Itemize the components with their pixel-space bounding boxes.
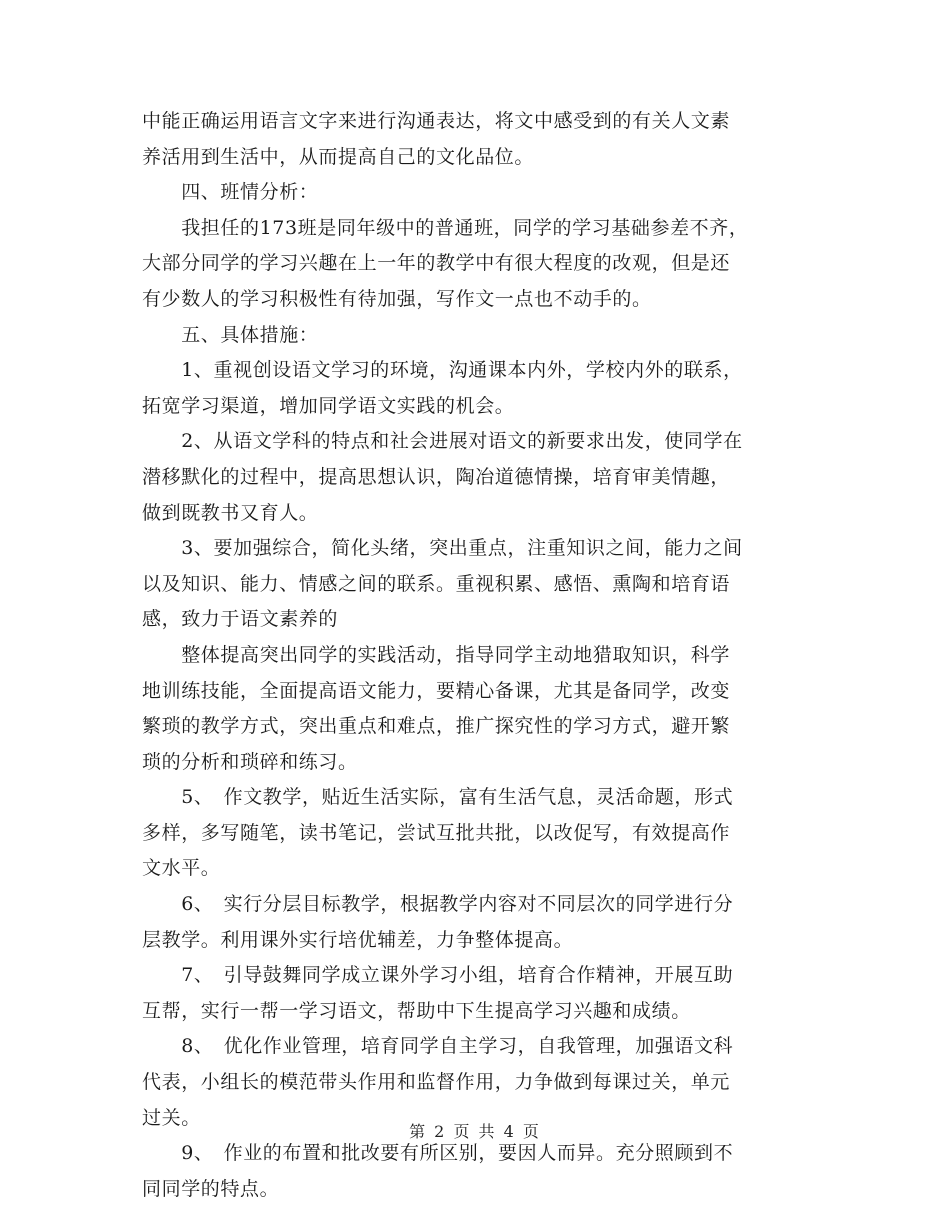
text-line: 感，致力于语文素养的 [142,608,339,631]
text-line: 以及知识、能力、情感之间的联系。重视积累、感悟、熏陶和培育语 [142,572,731,595]
text-line: 代表，小组长的模范带头作用和监督作用，力争做到每课过关，单元 [142,1071,731,1094]
text-line: 1、重视创设语文学习的环境，沟通课本内外，学校内外的联系， [142,359,743,382]
text-line: 文水平。 [142,857,221,880]
text-line: 3、要加强综合，简化头绪，突出重点，注重知识之间，能力之间 [142,537,743,560]
text-line: 我担任的173班是同年级中的普通班，同学的学习基础参差不齐， [142,216,749,239]
text-line: 大部分同学的学习兴趣在上一年的教学中有很大程度的改观，但是还 [142,252,731,275]
page-number-footer: 第 2 页 共 4 页 [409,1122,541,1141]
section-heading: 四、班情分析： [142,181,319,204]
text-line: 地训练技能，全面提高语文能力，要精心备课，尤其是备同学，改变 [142,679,731,702]
text-line: 潜移默化的过程中，提高思想认识，陶冶道德情操，培育审美情趣， [142,465,731,488]
text-line: 繁琐的教学方式，突出重点和难点，推广探究性的学习方式，避开繁 [142,715,731,738]
section-heading: 五、具体措施： [142,323,319,346]
text-line: 有少数人的学习积极性有待加强，写作文一点也不动手的。 [142,287,652,310]
text-line: 养活用到生活中，从而提高自己的文化品位。 [142,145,535,168]
document-body [142,104,822,1207]
text-line: 互帮，实行一帮一学习语文，帮助中下生提高学习兴趣和成绩。 [142,999,691,1022]
text-line: 2、从语文学科的特点和社会进展对语文的新要求出发，使同学在 [142,430,743,453]
text-line: 8、 优化作业管理，培育同学自主学习，自我管理，加强语文科 [142,1035,734,1058]
text-line: 中能正确运用语言文字来进行沟通表达，将文中感受到的有关人文素 [142,110,731,132]
text-line: 拓宽学习渠道，增加同学语文实践的机会。 [142,394,515,417]
text-line: 9、 作业的布置和批改要有所区别，要因人而异。充分照顾到不 [142,1142,734,1165]
text-line: 过关。 [142,1106,201,1129]
text-line: 层教学。利用课外实行培优辅差，力争整体提高。 [142,928,574,951]
text-line: 做到既教书又育人。 [142,501,319,524]
text-line: 琐的分析和琐碎和练习。 [142,750,358,773]
text-line: 6、 实行分层目标教学，根据教学内容对不同层次的同学进行分 [142,893,734,916]
text-line: 5、 作文教学，贴近生活实际，富有生活气息，灵活命题，形式 [142,786,734,809]
text-line: 整体提高突出同学的实践活动，指导同学主动地猎取知识，科学 [142,643,731,666]
text-line: 多样，多写随笔，读书笔记，尝试互批共批，以改促写，有效提高作 [142,821,731,844]
text-line: 同同学的特点。 [142,1177,280,1200]
text-line: 7、 引导鼓舞同学成立课外学习小组，培育合作精神，开展互助 [142,964,734,987]
